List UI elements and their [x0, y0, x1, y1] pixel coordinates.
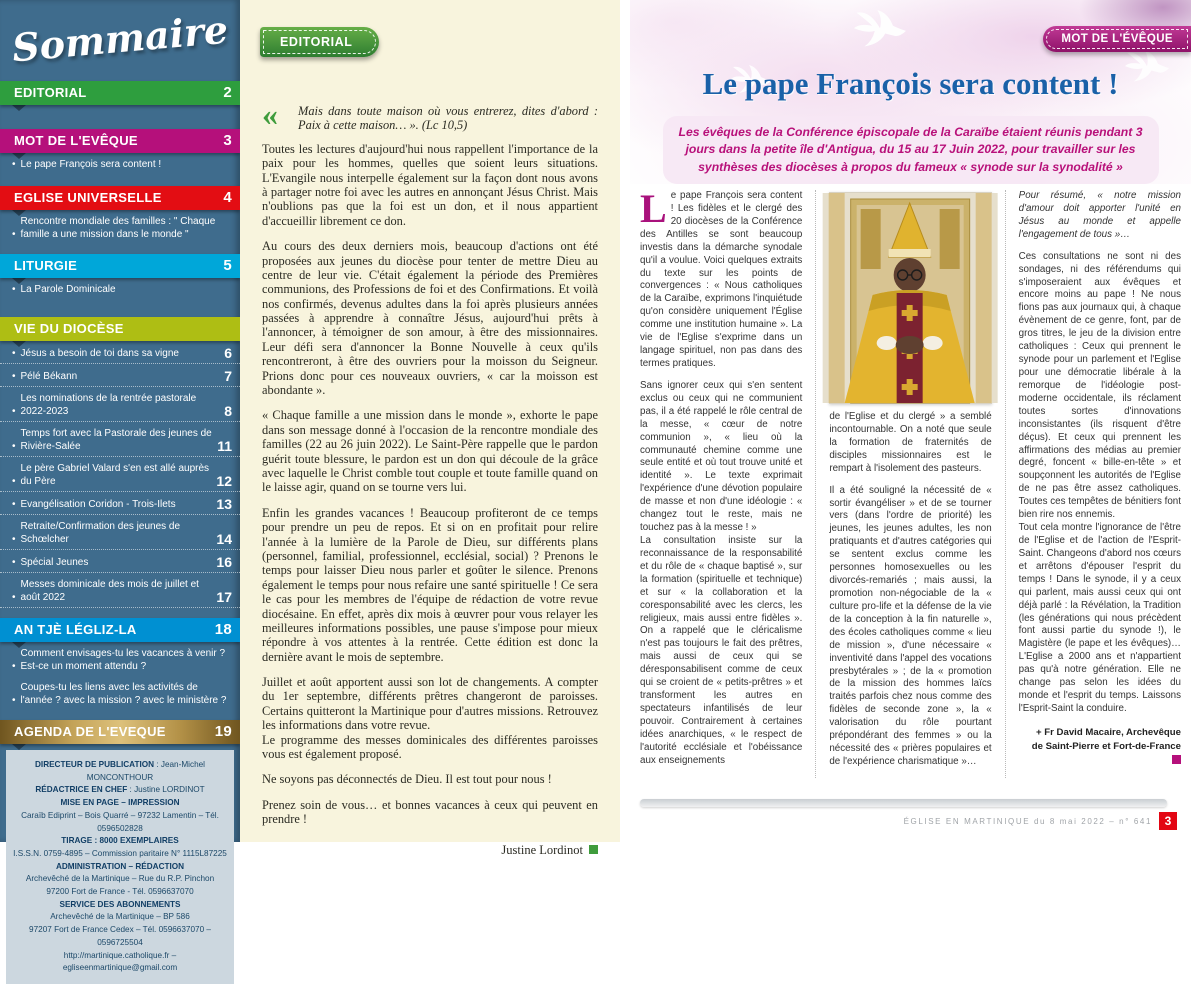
footer-issue-text: ÉGLISE EN MARTINIQUE du 8 mai 2022 – n° 641 — [903, 816, 1152, 826]
editorial-paragraph: Le programme des messes dominicales des différentes paroisses vous est également proposé. — [262, 732, 598, 762]
bullet-icon: • — [12, 534, 16, 545]
bullet-icon: • — [12, 371, 16, 382]
sommaire-sidebar — [0, 0, 240, 973]
bullet-icon: • — [12, 348, 16, 359]
toc-section-editorial — [0, 81, 240, 105]
page-number: 6 — [224, 345, 232, 361]
page-number-badge: 3 — [1159, 812, 1177, 830]
toc-item: • Les nominations de la rentrée pastorale 2022-2023 8 — [0, 387, 240, 422]
sommaire-title: Sommaire — [10, 6, 230, 71]
editorial-paragraph: Prenez soin de vous… et bonnes vacances à ceux qui peuvent en prendre ! — [262, 797, 598, 827]
page-number: 11 — [217, 438, 232, 454]
colophon-box: DIRECTEUR DE PUBLICATION : Jean-Michel MONCONTHOUR RÉDACTRICE EN CHEF : Justine LORDINOT MISE EN PAGE – IMPRESSION Caraïb Ediprint – Bois Quarré – 97232 Lamentin – Tél. 0596502828 TIRAGE : 8000 EXEMPLAIRES I.S.S.N. 0759-4895 – Commission paritaire N° 1115L87225 ADMINISTRATION – RÉDACTION Archevêché de la Martinique – Rue du R.P. Pinchon 97200 Fort de France - Tél. 0596637070 SERVICE DES ABONNEMENTS Archevêché de la Martinique – BP 586 97207 Fort de France Cedex – Tél. 0596637070 – 0596725504 http://martinique.catholique.fr – egliseenmartinique@gmail.com — [6, 750, 234, 984]
bullet-icon: • — [12, 661, 16, 672]
article-title: Le pape François sera content ! — [702, 66, 1119, 101]
body-paragraph: Il a été souligné la nécessité de « sortir évangéliser » et de se tourner vers (dans l'ordre de priorité) les jeunes, les jeunes adultes, les non pratiquants et d'autres catégories qui se sentent exclus comme les personnes homosexuelles ou les divorcés-remariés ; mais aussi, la promotion non-négociable de la « culture pro-life et la défense de la vie de la conception à la fin naturelle », des écoles catholiques comme « lieu de mission », d'une nécessaire « inventivité dans l'appel des vocations presbytérales » ; de la « promotion de la mission des hommes laïcs traités parfois chez nous comme des fidèles de seconde zone », la « valorisation du rôle pourtant prépondérant des femmes » ou la nécessité des « prières populaires et de l'expérience charismatique »… — [829, 484, 992, 767]
article-header — [630, 0, 1191, 184]
article-column-1 — [640, 186, 803, 778]
toc-item: • Jésus a besoin de toi dans sa vigne 6 — [0, 341, 240, 364]
toc-section-liturgie — [0, 254, 240, 299]
article-columns — [640, 186, 1181, 778]
toc-band-mot-de-leveque: MOT DE L'EVÊQUE 3 — [0, 129, 240, 153]
toc-item: • Rencontre mondiale des familles : " Chaque famille a une mission dans le monde " — [12, 216, 216, 240]
bullet-icon: • — [12, 284, 16, 295]
article-page — [630, 0, 1191, 842]
page-number: 16 — [216, 554, 232, 570]
body-paragraph: de l'Eglise et du clergé » a semblé incontournable. On a noté que seule la formation de fraternités de disciples missionnaires est le rempart à l'isolement des pasteurs. — [829, 411, 992, 474]
bullet-icon: • — [12, 229, 16, 240]
article-column-3 — [1005, 190, 1181, 778]
toc-section-vie-du-diocese — [0, 317, 240, 608]
page-number: 4 — [223, 189, 232, 206]
article-footer — [640, 799, 1177, 830]
end-mark-icon — [589, 845, 598, 854]
archbishop-photo — [829, 192, 991, 404]
toc-section-mot-de-leveque — [0, 129, 240, 174]
bullet-icon: • — [12, 695, 16, 706]
toc-section-eglise-universelle — [0, 186, 240, 244]
editorial-paragraph: Ne soyons pas déconnectés de Dieu. Il est tout pour nous ! — [262, 772, 552, 787]
editorial-signature: Justine Lordinot — [262, 843, 598, 858]
editorial-badge: EDITORIAL — [260, 27, 379, 57]
toc-band-vie-du-diocese: VIE DU DIOCÈSE — [0, 317, 240, 341]
dove-icon — [854, 7, 906, 47]
page-number: 5 — [223, 257, 232, 274]
toc-item: • Retraite/Confirmation des jeunes de Schœlcher 14 — [0, 515, 240, 550]
article-standfirst: Les évêques de la Conférence épiscopale de la Caraïbe étaient réunis pendant 3 jours dans la petite île d'Antigua, du 15 au 17 Juin 2022, pour travailler sur les synthèses des diocèses à propos du fameux « synode sur la synodalité » — [663, 116, 1159, 184]
end-mark-icon — [1172, 755, 1181, 764]
page-number: 19 — [214, 723, 232, 740]
bullet-icon: • — [12, 557, 16, 568]
mot-de-leveque-badge: MOT DE L'ÉVÊQUE — [1043, 26, 1191, 52]
toc-item: • La Parole Dominicale — [12, 284, 116, 295]
footer-rule — [640, 799, 1167, 807]
editorial-paragraph: Toutes les lectures d'aujourd'hui nous rappellent l'importance de la paix pour les hommes, quelles que soient leurs situations. L'Evangile nous interpelle également sur la façon dont nous avons à partager notre foi avec les autres en annonçant Jésus Christ. Mais n'oublions pas que la foi est un don, et il nous appartient d'accueillir librement ce don. — [262, 141, 598, 228]
page-number: 14 — [216, 531, 232, 547]
bullet-icon: • — [12, 441, 16, 452]
article-column-2 — [815, 190, 991, 778]
page-number: 13 — [216, 496, 232, 512]
toc-section-an-tje-legliz-la — [0, 618, 240, 710]
article-signature: + Fr David Macaire, Archevêque de Saint-Pierre et Fort-de-France — [1019, 726, 1181, 769]
bullet-icon: • — [12, 406, 16, 417]
toc-item: • Pélé Békann 7 — [0, 364, 240, 387]
page-number: 17 — [216, 589, 232, 605]
toc-item: • Comment envisages-tu les vacances à venir ? Est-ce un moment attendu ? — [12, 648, 226, 672]
toc-band-editorial: EDITORIAL 2 — [0, 81, 240, 105]
page-number: 18 — [214, 621, 232, 638]
body-paragraph: Pour résumé, « notre mission d'amour doit apporter l'unité en Jésus au monde et appelle l'engagement de tous »… — [1018, 190, 1181, 240]
page-number: 12 — [216, 473, 232, 489]
toc-item: • Temps fort avec la Pastorale des jeunes de Rivière-Salée 11 — [0, 422, 240, 457]
editorial-paragraph: « Chaque famille a une mission dans le monde », exhorte le pape dans son message donné à l'occasion de la rencontre mondiale des familles (22 au 26 juin 2022). Le Saint-Père rappelle que le pardon guérit toute blessure, le pardon est un don qui découle de la grâce avec laquelle le Christ comble tout couple et toute famille quand on le laisse agir, quand on se tourne vers lui. — [262, 408, 598, 495]
bullet-icon: • — [12, 476, 16, 487]
toc-item: • Messes dominicale des mois de juillet et août 2022 17 — [0, 573, 240, 608]
page-number: 8 — [224, 403, 232, 419]
toc-item: • Spécial Jeunes 16 — [0, 550, 240, 573]
drop-cap: L — [640, 186, 667, 231]
bullet-icon: • — [12, 592, 16, 603]
body-paragraph: Le pape François sera content ! Les fidèles et le clergé des 20 diocèses de la Conférence des Antilles se sont beaucoup investis dans la démarche synodale qu'il a voulue. Voici quelques extraits du texte sur les points de convergences : « Nous catholiques de la Caraïbe, exprimons l'inquiétude qu'on considère uniquement l'Église comme une institution humaine ». La vie de l'Eglise s'exprime dans un langage spirituel, non pas dans des termes pratiques. — [640, 186, 803, 369]
scripture-quote: « Mais dans toute maison où vous entrerez, dites d'abord : Paix à cette maison… ». (Lc 10,5) — [262, 96, 598, 133]
page-number: 3 — [223, 132, 232, 149]
toc-item: • Coupes-tu les liens avec les activités de l'année ? avec la mission ? avec le ministère ? — [12, 682, 227, 706]
toc-band-liturgie: LITURGIE 5 — [0, 254, 240, 278]
bullet-icon: • — [12, 499, 16, 510]
editorial-body — [262, 96, 598, 857]
toc-item: • Le pape François sera content ! — [12, 159, 162, 170]
body-paragraph: Sans ignorer ceux qui s'en sentent exclus ou ceux qui ne communient pas, il a été rappelé le rôle central de la messe, « cœur de notre communion », « lieu où la communauté chemine comme une seule entité et où tout trouve unité et identité ». Le texte exprimait l'expérience d'une dévotion populaire de masse et non d'une idéologie : « changez tout le reste, mais ne touchez pas à la messe ! » — [640, 379, 803, 534]
editorial-page — [240, 0, 620, 857]
toc-band-agenda: AGENDA DE L'EVEQUE 19 — [0, 720, 240, 744]
toc-section-agenda — [0, 720, 240, 744]
editorial-paragraph: Enfin les grandes vacances ! Beaucoup profiteront de ce temps pour prendre un peu de repos. Et si on en profitait pour relire l'année à la lumière de la Parole de Dieu, sur différents plans (personnel, familial, professionnel, ecclésial, social) ? Prenons le temps pour laisser Dieu nous parler et goûter le silence. Prenons également le temps pour nous refaire une santé spirituelle ! Ce sera le cas pour les membres de l'équipe de rédaction de votre revue diocésaine. En effet, après dix mois à œuvrer pour vous relayer les meilleures informations possibles, une pause s'impose pour mieux répondre à vos attentes à la rentrée. Cette édition est donc la dernière avant le mois de septembre. — [262, 505, 598, 664]
toc-item: • Evangélisation Coridon - Trois-Ilets 13 — [0, 492, 240, 515]
body-paragraph: Tout cela montre l'ignorance de l'être de l'Eglise et de l'action de l'Esprit-Saint. Changeons d'abord nos cœurs et arrêtons d'épouser l'esprit du temps ! Dans le synode, il y a ceux qui parlent, mais aussi ceux qui ont déjà parlé : la Révélation, la Tradition (les générations qui nous précèdent font aussi partie du synode !), le Magistère (le pape et les évêques)… L'Eglise a 2000 ans et n'appartient pas qu'à notre génération. Elle ne change pas selon les idées du monde et l'esprit du temps. Laissons l'Esprit-Saint la conduire. — [1018, 522, 1181, 714]
editorial-paragraph: Juillet et août apportent aussi son lot de changements. A compter du 1er septembre, différents prêtres changeront de paroisses. Certains quitteront la Martinique pour d'autres missions. Retrouvez les informations dans votre revue. — [262, 675, 598, 733]
quote-mark-icon: « — [262, 96, 278, 132]
body-paragraph: Ces consultations ne sont ni des sondages, ni des référendums qui s'imposeraient aux évêques et encore moins au pape ! Ne nous fions pas aux journaux qui, à chaque évènement de ce genre, font, par de gros titres, le jeu de la division entre catholiques : Ceux qui prennent le synode pour un parlement et l'Eglise pour une démocratie libérale à la remorque de l'idéologie post-moderne occidentale, ils réclament toutes sortes d'innovations inconsistantes (ils risquent d'être déçus). Et ceux qui prennent les affirmations des médias au premier degré, foncent « bille-en-tête » et soupçonnent les autorités de l'Eglise de ne pas être assez catholiques. Toutes ces tempêtes de bénitiers font bien rire nos ennemis. — [1018, 250, 1181, 521]
page-number: 7 — [224, 368, 232, 384]
editorial-paragraph: Au cours des deux derniers mois, beaucoup d'actions ont été proposées aux jeunes du diocèse pour tenter de mettre Dieu au centre de leur vie. C'était également la période des Premières communions, des Professions de foi et des Confirmations. Et voilà nos confirmés, devenus adultes dans la foi après plusieurs années passées à apprendre à connaître Jésus, aujourd'hui prêts à l'annoncer, à témoigner de son amour, à être des missionnaires. Leur défi sera d'annoncer la Bonne Nouvelle à ceux qu'ils rencontreront, à être des ouvriers pour la moisson du Seigneur. Prions donc pour ces nouveaux ouvriers, « car la moisson est abondante ». — [262, 239, 598, 398]
toc-item: • Le père Gabriel Valard s'en est allé auprès du Père 12 — [0, 457, 240, 492]
body-paragraph: La consultation insiste sur la reconnaissance de la responsabilité et du rôle de « chaque baptisé », sur la formation (spirituelle et technique) et sur « la collaboration et la coresponsabilité avec les clercs, les religieux, mais aussi entre fidèles ». On a rappelé que le cléricalisme n'est pas toujours le fait des prêtres, mais aussi de ceux qui se déresponsabilisent comme de ceux qui se croient de « petits-prêtres » et transforment les autres en spectateurs infantilisés de leur pouvoir. Contrairement à certaines idées anarchiques, « le respect de l'autorité ecclésiale et l'obéissance aux enseignements — [640, 534, 803, 766]
bullet-icon: • — [12, 159, 16, 170]
page-number: 2 — [223, 84, 232, 101]
toc-band-eglise-universelle: EGLISE UNIVERSELLE 4 — [0, 186, 240, 210]
toc-band-an-tje-legliz-la: AN TJÈ LÉGLIZ-LA 18 — [0, 618, 240, 642]
